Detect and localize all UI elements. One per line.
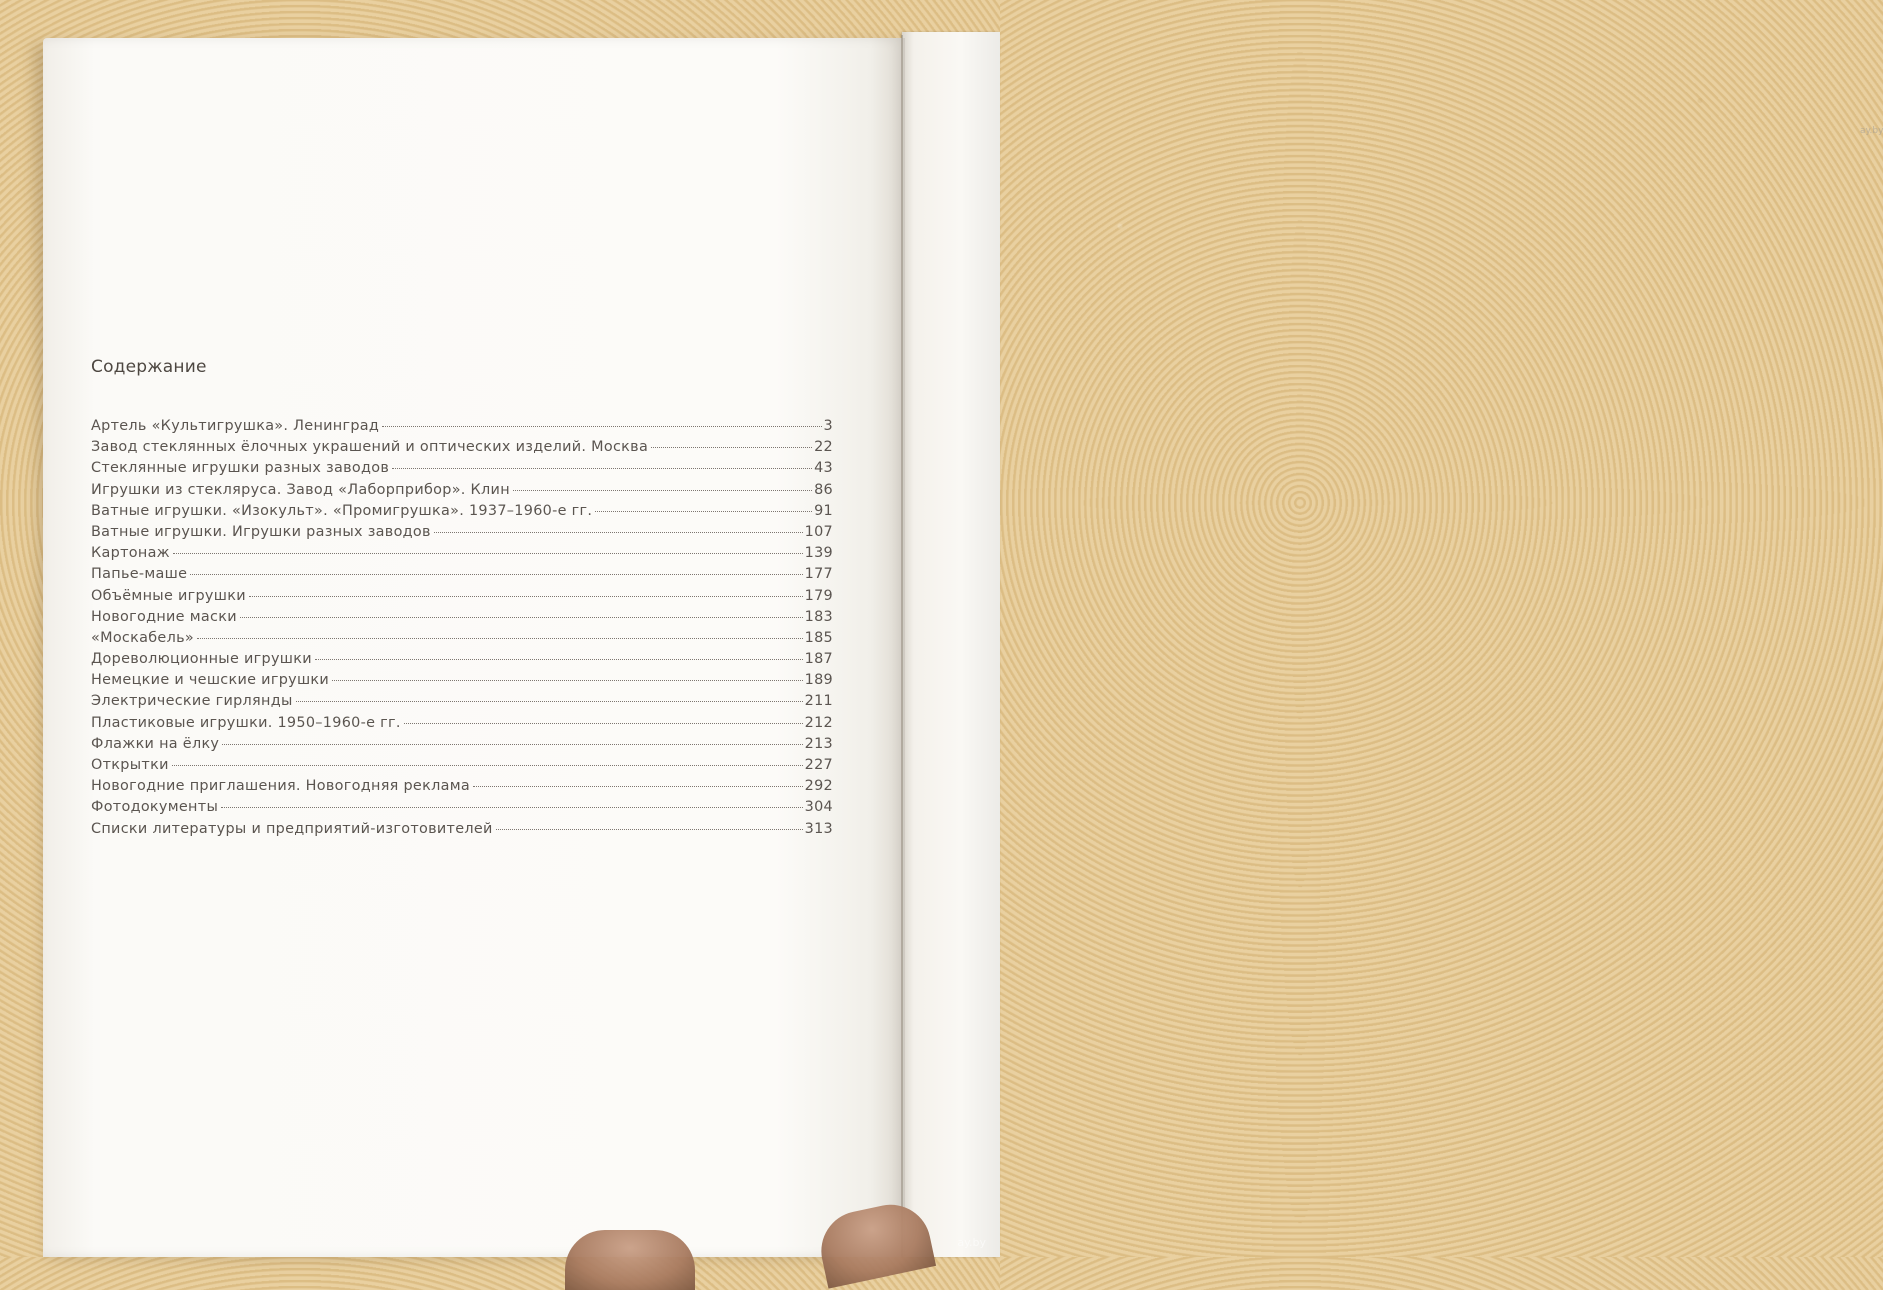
toc-leader-dots [249, 596, 803, 597]
toc-entry-title: Стеклянные игрушки разных заводов [91, 460, 390, 477]
toc-entry-page: 139 [804, 545, 833, 562]
toc-list [91, 418, 833, 842]
toc-entry-title: Ватные игрушки. «Изокульт». «Промигрушка». 1937–1960-е гг. [91, 502, 593, 519]
toc-entry[interactable] [91, 482, 833, 503]
photo-watermark: ay.by [957, 1236, 986, 1249]
toc-entry[interactable] [91, 418, 833, 439]
toc-leader-dots [173, 553, 803, 554]
toc-leader-dots [392, 468, 812, 469]
toc-entry[interactable] [91, 439, 833, 460]
toc-leader-dots [651, 447, 812, 448]
toc-leader-dots [513, 490, 812, 491]
toc-entry-page: 313 [804, 820, 833, 837]
toc-entry-page: 212 [804, 714, 833, 731]
toc-entry-page: 304 [804, 799, 833, 816]
toc-entry-page: 187 [804, 651, 833, 668]
toc-entry[interactable] [91, 778, 833, 799]
toc-entry-title: Пластиковые игрушки. 1950–1960-е гг. [91, 714, 401, 731]
toc-entry-title: Открытки [91, 757, 169, 773]
toc-entry-title: Ватные игрушки. Игрушки разных заводов [91, 523, 431, 540]
toc-entry-title: Электрические гирлянды [91, 693, 293, 710]
toc-entry-page: 227 [804, 757, 833, 773]
toc-leader-dots [382, 426, 821, 427]
toc-entry[interactable] [91, 588, 833, 609]
toc-entry-page: 177 [804, 566, 833, 583]
toc-leader-dots [240, 617, 803, 618]
toc-leader-dots [197, 638, 803, 639]
toc-entry[interactable] [91, 545, 833, 566]
toc-entry-page: 292 [804, 778, 833, 795]
toc-entry[interactable] [91, 566, 833, 587]
toc-entry[interactable] [91, 630, 833, 651]
toc-entry[interactable] [91, 799, 833, 820]
toc-entry-title: Завод стеклянных ёлочных украшений и оптических изделий. Москва [91, 439, 649, 456]
toc-entry-title: Объёмные игрушки [91, 587, 246, 604]
toc-entry[interactable] [91, 736, 833, 757]
toc-entry-page: 185 [804, 629, 833, 646]
toc-entry-title: Артель «Культигрушка». Ленинград [91, 418, 380, 434]
toc-entry[interactable] [91, 460, 833, 481]
toc-entry-page: 22 [814, 439, 833, 456]
toc-entry[interactable] [91, 821, 833, 842]
thumb-left [565, 1230, 695, 1290]
toc-entry[interactable] [91, 693, 833, 714]
toc-entry[interactable] [91, 672, 833, 693]
toc-entry-page: 43 [814, 460, 833, 477]
toc-entry[interactable] [91, 715, 833, 736]
toc-entry-title: Игрушки из стекляруса. Завод «Лаборприбор». Клин [91, 481, 510, 498]
toc-leader-dots [221, 807, 803, 808]
toc-entry-page: 211 [804, 693, 833, 710]
toc-entry-title: Дореволюционные игрушки [91, 651, 312, 668]
toc-entry-page: 183 [804, 608, 833, 625]
toc-entry[interactable] [91, 757, 833, 778]
toc-entry-title: Новогодние маски [91, 608, 237, 625]
toc-leader-dots [222, 744, 802, 745]
toc-entry-page: 107 [804, 523, 833, 540]
corner-watermark: ay.by [1860, 126, 1883, 136]
toc-entry-title: Картонаж [91, 545, 170, 562]
toc-entry-title: «Москабель» [91, 629, 194, 646]
toc-entry-page: 179 [804, 587, 833, 604]
toc-heading: Содержание [91, 357, 207, 377]
toc-entry-page: 3 [823, 418, 833, 434]
toc-entry-page: 86 [814, 481, 833, 498]
toc-leader-dots [296, 701, 803, 702]
toc-leader-dots [434, 532, 803, 533]
toc-entry-page: 213 [804, 735, 833, 752]
toc-entry[interactable] [91, 609, 833, 630]
toc-entry-page: 189 [804, 672, 833, 689]
toc-leader-dots [473, 786, 803, 787]
toc-entry-title: Списки литературы и предприятий-изготовителей [91, 820, 493, 837]
toc-leader-dots [172, 765, 803, 766]
toc-entry-title: Папье-маше [91, 566, 188, 583]
book-spine [901, 35, 903, 1257]
toc-entry-title: Фотодокументы [91, 799, 219, 816]
table-of-contents [91, 357, 833, 842]
toc-leader-dots [595, 511, 812, 512]
toc-leader-dots [404, 723, 803, 724]
toc-leader-dots [332, 680, 803, 681]
toc-entry[interactable] [91, 651, 833, 672]
toc-entry[interactable] [91, 503, 833, 524]
toc-entry-title: Флажки на ёлку [91, 735, 220, 752]
toc-leader-dots [190, 574, 802, 575]
toc-entry-title: Новогодние приглашения. Новогодняя реклама [91, 778, 470, 795]
toc-leader-dots [496, 829, 803, 830]
toc-entry[interactable] [91, 524, 833, 545]
right-page-edge [902, 32, 1883, 1257]
toc-entry-title: Немецкие и чешские игрушки [91, 672, 330, 689]
toc-leader-dots [315, 659, 803, 660]
toc-entry-page: 91 [814, 502, 833, 519]
